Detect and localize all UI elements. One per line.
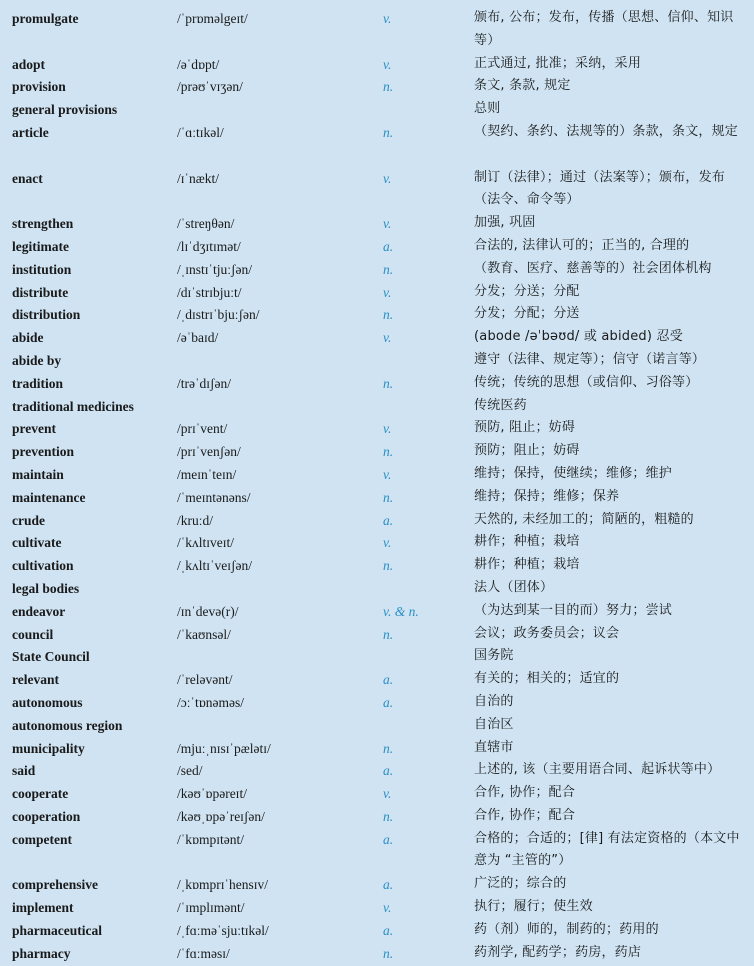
phonetic-transcription: /ˈstreŋθən/ bbox=[177, 216, 235, 232]
chinese-definition: 合作, 协作；配合 bbox=[474, 785, 576, 801]
vocab-row bbox=[0, 53, 754, 76]
vocab-row bbox=[0, 121, 754, 167]
vocab-row bbox=[0, 896, 754, 919]
word-term: comprehensive bbox=[12, 877, 98, 893]
chinese-definition: 正式通过, 批准；采纳，采用 bbox=[474, 55, 642, 71]
vocab-row bbox=[0, 737, 754, 760]
chinese-definition: 药剂学, 配药学；药房，药店 bbox=[474, 944, 642, 960]
part-of-speech: v. bbox=[383, 216, 392, 232]
word-term: implement bbox=[12, 900, 74, 916]
chinese-definition: （教育、医疗、慈善等的）社会团体机构 bbox=[474, 260, 712, 276]
vocab-row bbox=[0, 623, 754, 646]
part-of-speech: a. bbox=[383, 694, 394, 710]
part-of-speech: a. bbox=[383, 763, 394, 779]
vocab-row bbox=[0, 258, 754, 281]
part-of-speech: n. bbox=[383, 489, 394, 505]
phonetic-transcription: /ˈreləvənt/ bbox=[177, 672, 233, 688]
word-term: cultivation bbox=[12, 558, 74, 574]
part-of-speech: v. bbox=[383, 535, 392, 551]
chinese-definition: 遵守（法律、规定等）；信守（诺言等） bbox=[474, 351, 706, 367]
chinese-definition: 自治的 bbox=[474, 693, 514, 709]
part-of-speech: v. bbox=[383, 421, 392, 437]
chinese-definition: （契约、条约、法规等的）条款，条文，规定 bbox=[474, 123, 739, 139]
chinese-definition: 预防, 阻止；妨碍 bbox=[474, 420, 576, 436]
phonetic-transcription: /ˈkʌltɪveɪt/ bbox=[177, 535, 234, 551]
vocab-row bbox=[0, 919, 754, 942]
phonetic-transcription: /kəʊˈɒpəreɪt/ bbox=[177, 786, 247, 802]
part-of-speech: n. bbox=[383, 626, 394, 642]
part-of-speech: v. bbox=[383, 330, 392, 346]
word-term: institution bbox=[12, 261, 72, 277]
word-term: competent bbox=[12, 831, 72, 847]
part-of-speech: v. bbox=[383, 56, 392, 72]
part-of-speech: v. bbox=[383, 284, 392, 300]
phonetic-transcription: /kruːd/ bbox=[177, 512, 213, 528]
vocab-row bbox=[0, 303, 754, 326]
chinese-definition: 法人（团体） bbox=[474, 579, 554, 595]
word-term: article bbox=[12, 124, 49, 140]
chinese-definition: 执行；履行；使生效 bbox=[474, 899, 593, 915]
phonetic-transcription: /ɔːˈtɒnəməs/ bbox=[177, 694, 245, 710]
phonetic-transcription: /ˌɪnstɪˈtjuːʃən/ bbox=[177, 261, 252, 277]
chinese-definition: 预防；阻止；妨碍 bbox=[474, 443, 580, 459]
part-of-speech: n. bbox=[383, 444, 394, 460]
phonetic-transcription: /prɪˈvenʃən/ bbox=[177, 444, 241, 460]
chinese-definition: 上述的, 该（主要用语合同、起诉状等中） bbox=[474, 762, 721, 778]
word-term: pharmacy bbox=[12, 945, 71, 961]
chinese-definition: 有关的；相关的；适宜的 bbox=[474, 671, 620, 687]
vocab-row bbox=[0, 531, 754, 554]
phonetic-transcription: /ˈkaʊnsəl/ bbox=[177, 626, 231, 642]
vocab-row bbox=[0, 714, 754, 737]
phonetic-transcription: /prɪˈvent/ bbox=[177, 421, 228, 437]
part-of-speech: n. bbox=[383, 740, 394, 756]
vocab-row bbox=[0, 600, 754, 623]
part-of-speech: n. bbox=[383, 79, 394, 95]
word-term: abide bbox=[12, 330, 44, 346]
part-of-speech: n. bbox=[383, 945, 394, 961]
word-term: distribution bbox=[12, 307, 81, 323]
word-term: autonomous bbox=[12, 694, 83, 710]
vocab-row bbox=[0, 486, 754, 509]
word-term: relevant bbox=[12, 672, 59, 688]
chinese-definition: 分发；分送；分配 bbox=[474, 283, 580, 299]
phonetic-transcription: /ˈfɑːməsɪ/ bbox=[177, 945, 230, 961]
vocab-row bbox=[0, 349, 754, 372]
part-of-speech: a. bbox=[383, 672, 394, 688]
word-term: traditional medicines bbox=[12, 398, 134, 414]
part-of-speech: a. bbox=[383, 922, 394, 938]
phonetic-transcription: /ˌkʌltɪˈveɪʃən/ bbox=[177, 558, 252, 574]
vocab-row bbox=[0, 395, 754, 418]
chinese-definition: 加强, 巩固 bbox=[474, 215, 536, 231]
part-of-speech: v. & n. bbox=[383, 603, 419, 619]
word-term: maintenance bbox=[12, 489, 86, 505]
chinese-definition: (abode /əˈbəʊd/ 或 abided) 忍受 bbox=[474, 329, 683, 345]
word-term: cooperation bbox=[12, 808, 81, 824]
phonetic-transcription: /ˌdɪstrɪˈbjuːʃən/ bbox=[177, 307, 260, 323]
vocab-row bbox=[0, 281, 754, 304]
word-term: legitimate bbox=[12, 238, 69, 254]
phonetic-transcription: /ˈkɒmpɪtənt/ bbox=[177, 831, 245, 847]
vocab-row bbox=[0, 167, 754, 213]
vocab-row bbox=[0, 759, 754, 782]
word-term: cooperate bbox=[12, 786, 69, 802]
word-term: cultivate bbox=[12, 535, 62, 551]
phonetic-transcription: /meɪnˈteɪn/ bbox=[177, 466, 237, 482]
word-term: general provisions bbox=[12, 102, 118, 118]
chinese-definition: 总则 bbox=[474, 101, 501, 117]
phonetic-transcription: /sed/ bbox=[177, 763, 203, 779]
chinese-definition: 国务院 bbox=[474, 648, 514, 664]
chinese-definition: 自治区 bbox=[474, 716, 514, 732]
word-term: endeavor bbox=[12, 603, 66, 619]
word-term: distribute bbox=[12, 284, 69, 300]
vocab-row bbox=[0, 645, 754, 668]
word-term: maintain bbox=[12, 466, 64, 482]
vocab-row bbox=[0, 417, 754, 440]
word-term: tradition bbox=[12, 375, 64, 391]
chinese-definition: 维持；保持；维修；保养 bbox=[474, 488, 620, 504]
vocab-row bbox=[0, 873, 754, 896]
part-of-speech: v. bbox=[383, 786, 392, 802]
phonetic-transcription: /ˌkɒmprɪˈhensɪv/ bbox=[177, 877, 269, 893]
chinese-definition: 天然的, 未经加工的；简陋的，粗糙的 bbox=[474, 511, 694, 527]
chinese-definition: 条文, 条款, 规定 bbox=[474, 78, 571, 94]
phonetic-transcription: /ˈprɒməlgeɪt/ bbox=[177, 11, 248, 26]
phonetic-transcription: /ˈɑːtɪkəl/ bbox=[177, 124, 224, 140]
word-term: provision bbox=[12, 79, 66, 95]
phonetic-transcription: /prəʊˈvɪʒən/ bbox=[177, 79, 243, 95]
part-of-speech: a. bbox=[383, 512, 394, 528]
part-of-speech: v. bbox=[383, 900, 392, 916]
chinese-definition: 广泛的；综合的 bbox=[474, 876, 567, 892]
chinese-definition: 合作, 协作；配合 bbox=[474, 807, 576, 823]
vocab-row bbox=[0, 668, 754, 691]
chinese-definition: 颁布, 公布；发布，传播（思想、信仰、知识等） bbox=[474, 10, 734, 48]
part-of-speech: n. bbox=[383, 808, 394, 824]
vocab-row bbox=[0, 440, 754, 463]
vocab-row bbox=[0, 805, 754, 828]
part-of-speech: n. bbox=[383, 124, 394, 140]
vocab-row bbox=[0, 235, 754, 258]
word-term: State Council bbox=[12, 649, 90, 665]
phonetic-transcription: /əˈbaɪd/ bbox=[177, 330, 219, 346]
chinese-definition: 会议；政务委员会；议会 bbox=[474, 625, 620, 641]
phonetic-transcription: /ˌfɑːməˈsjuːtɪkəl/ bbox=[177, 922, 269, 938]
chinese-definition: 合格的；合适的；[律] 有法定资格的（本文中意为 “主管的”） bbox=[474, 830, 740, 869]
word-term: crude bbox=[12, 512, 45, 528]
word-term: abide by bbox=[12, 352, 62, 368]
word-term: autonomous region bbox=[12, 717, 123, 733]
vocab-row bbox=[0, 782, 754, 805]
vocab-row bbox=[0, 98, 754, 121]
part-of-speech: a. bbox=[383, 831, 394, 847]
chinese-definition: 合法的, 法律认可的；正当的, 合理的 bbox=[474, 237, 690, 253]
chinese-definition: 传统医药 bbox=[474, 397, 527, 413]
phonetic-transcription: /ˈmeɪntənəns/ bbox=[177, 489, 251, 505]
word-term: prevention bbox=[12, 444, 75, 460]
word-term: council bbox=[12, 626, 54, 642]
phonetic-transcription: /mjuːˌnɪsɪˈpælətɪ/ bbox=[177, 740, 271, 756]
chinese-definition: 耕作；种植；栽培 bbox=[474, 557, 580, 573]
chinese-definition: 传统；传统的思想（或信仰、习俗等） bbox=[474, 374, 699, 390]
word-term: strengthen bbox=[12, 216, 74, 232]
phonetic-transcription: /kəʊˌɒpəˈreɪʃən/ bbox=[177, 808, 265, 824]
phonetic-transcription: /trəˈdɪʃən/ bbox=[177, 375, 231, 391]
chinese-definition: 耕作；种植；栽培 bbox=[474, 534, 580, 550]
vocab-row bbox=[0, 554, 754, 577]
vocab-row bbox=[0, 463, 754, 486]
chinese-definition: 药（剂）师的，制药的；药用的 bbox=[474, 921, 659, 937]
chinese-definition: 维持；保持，使继续；维修；维护 bbox=[474, 465, 673, 481]
vocab-row bbox=[0, 577, 754, 600]
word-term: promulgate bbox=[12, 11, 79, 26]
vocab-row bbox=[0, 691, 754, 714]
vocab-row bbox=[0, 75, 754, 98]
part-of-speech: v. bbox=[383, 170, 392, 186]
chinese-definition: 分发；分配；分送 bbox=[474, 306, 580, 322]
vocab-row bbox=[0, 509, 754, 532]
part-of-speech: a. bbox=[383, 877, 394, 893]
phonetic-transcription: /ɪnˈdevə(r)/ bbox=[177, 603, 239, 619]
chinese-definition: 制订（法律）；通过（法案等）；颁布，发布（法令、命令等） bbox=[474, 169, 726, 208]
chinese-definition: 直辖市 bbox=[474, 739, 514, 755]
word-term: legal bodies bbox=[12, 580, 80, 596]
word-term: pharmaceutical bbox=[12, 922, 102, 938]
part-of-speech: v. bbox=[383, 466, 392, 482]
word-term: enact bbox=[12, 170, 43, 186]
phonetic-transcription: /ˈɪmplɪmənt/ bbox=[177, 900, 245, 916]
part-of-speech: v. bbox=[383, 11, 392, 26]
word-term: municipality bbox=[12, 740, 85, 756]
phonetic-transcription: /ɪˈnækt/ bbox=[177, 170, 220, 186]
vocab-row bbox=[0, 828, 754, 874]
phonetic-transcription: /lɪˈdʒɪtɪmət/ bbox=[177, 238, 241, 254]
phonetic-transcription: /əˈdɒpt/ bbox=[177, 56, 220, 72]
part-of-speech: n. bbox=[383, 261, 394, 277]
phonetic-transcription: /dɪˈstrɪbjuːt/ bbox=[177, 284, 242, 300]
vocab-row bbox=[0, 212, 754, 235]
vocab-row bbox=[0, 372, 754, 395]
vocab-row bbox=[0, 326, 754, 349]
word-term: adopt bbox=[12, 56, 46, 72]
word-term: said bbox=[12, 763, 36, 779]
part-of-speech: n. bbox=[383, 375, 394, 391]
chinese-definition: （为达到某一目的而）努力；尝试 bbox=[474, 602, 673, 618]
part-of-speech: n. bbox=[383, 307, 394, 323]
vocab-row bbox=[0, 942, 754, 965]
word-term: prevent bbox=[12, 421, 56, 437]
part-of-speech: a. bbox=[383, 238, 394, 254]
vocab-row bbox=[0, 7, 754, 53]
part-of-speech: n. bbox=[383, 558, 394, 574]
